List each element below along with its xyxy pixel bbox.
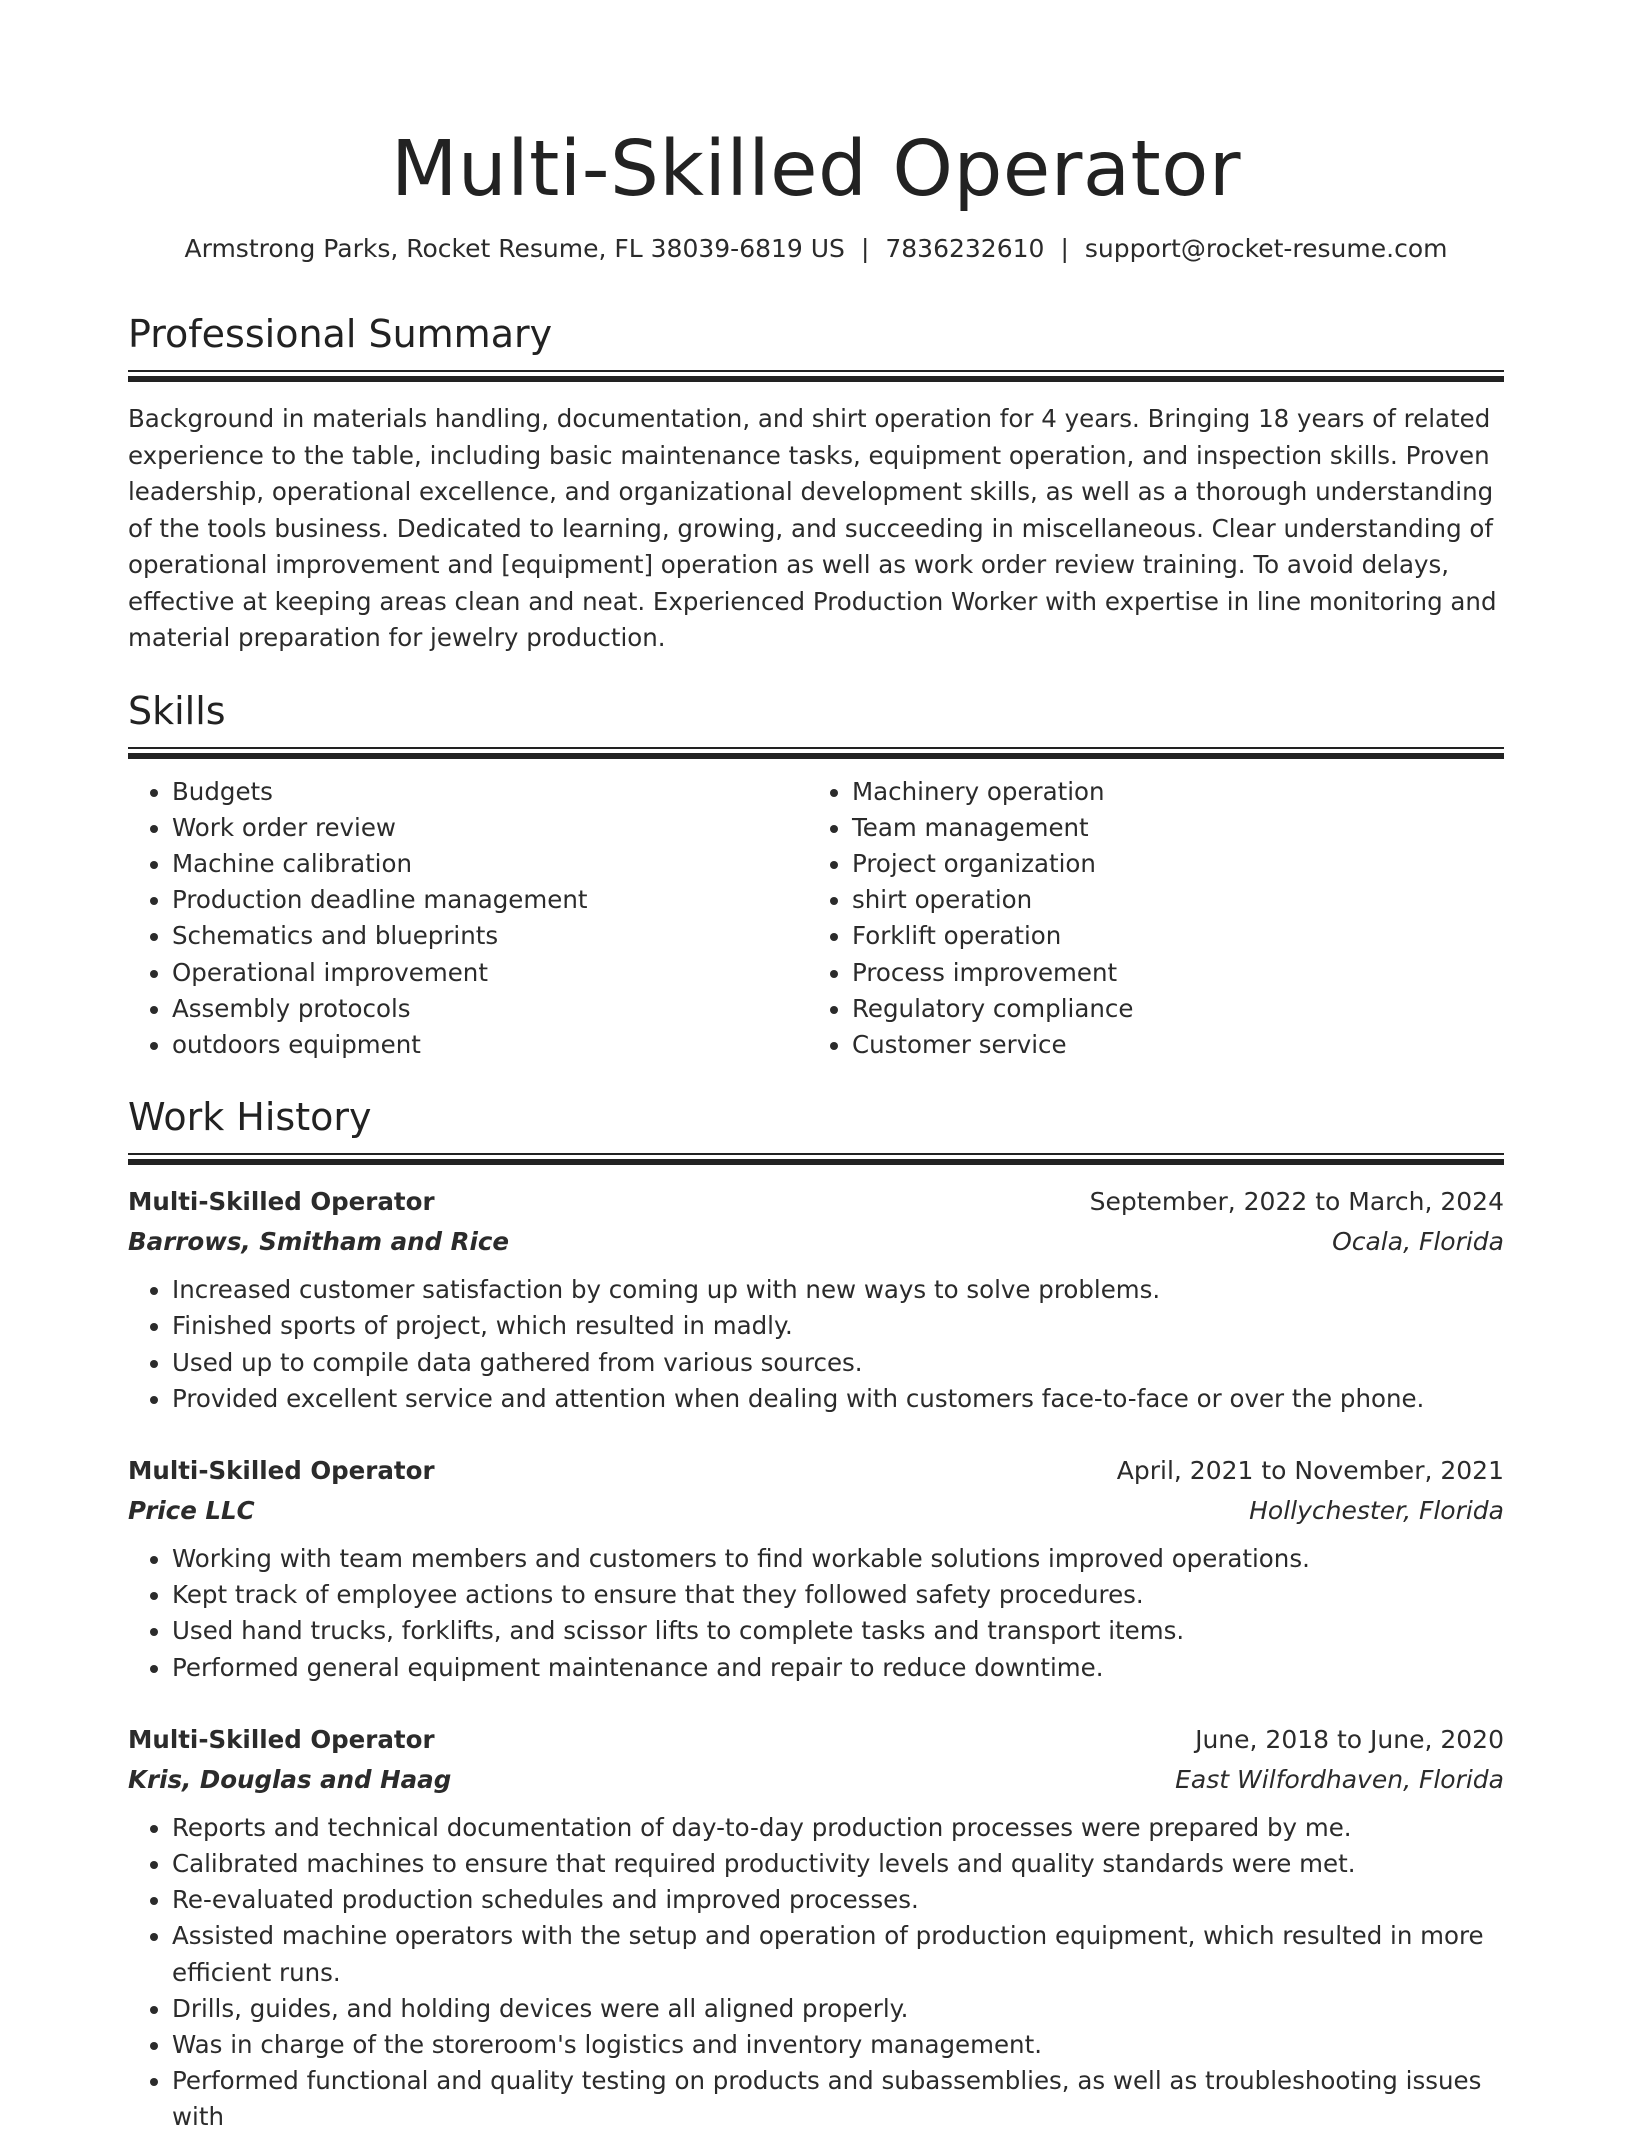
divider-thick-line	[128, 753, 1504, 759]
job-dates: April, 2021 to November, 2021	[1116, 1455, 1504, 1485]
summary-text: Background in materials handling, documentation, and shirt operation for 4 years. Bringing 18 years of related experience to the table, including basic maintenance tasks, equipment operation, and inspection skills. Proven leadership, operational excellence, and organizational development skills, as well as a thorough understanding of the tools business. Dedicated to learning, growing, and succeeding in miscellaneous. Clear understanding of operational improvement and [equipment] operation as well as work order review training. To avoid delays, effective at keeping areas clean and neat. Experienced Production Worker with expertise in line monitoring and material preparation for jewelry production.	[128, 404, 1497, 652]
skill-item: • outdoors equipment	[172, 1027, 808, 1063]
contact-separator: |	[860, 234, 870, 263]
contact-address: Armstrong Parks, Rocket Resume, FL 38039-6819 US	[184, 234, 845, 263]
section-divider	[128, 747, 1504, 758]
work-history-list	[128, 1182, 1504, 2135]
job-location: Ocala, Florida	[1332, 1227, 1504, 1257]
job-dates: June, 2018 to June, 2020	[1195, 1724, 1504, 1754]
job-bullet: • Was in charge of the storeroom's logistics and inventory management.	[172, 2027, 1504, 2063]
work-history-heading: Work History	[128, 1095, 372, 1140]
summary-heading: Professional Summary	[128, 312, 553, 356]
job-bullets	[128, 1810, 1504, 2136]
job-bullet: • Working with team members and customers to find workable solutions improved operations.	[172, 1541, 1504, 1577]
job-company: Kris, Douglas and Haag	[128, 1764, 452, 1794]
job-company: Barrows, Smitham and Rice	[128, 1227, 510, 1257]
job-bullet: • Kept track of employee actions to ensure that they followed safety procedures.	[172, 1577, 1504, 1613]
skill-item: • Forklift operation	[852, 918, 1488, 954]
job-bullets	[128, 1541, 1504, 1686]
job-bullets	[128, 1272, 1504, 1417]
job-bullet: • Used hand trucks, forklifts, and scissor lifts to complete tasks and transport items.	[172, 1613, 1504, 1649]
job-entry	[128, 1182, 1504, 1417]
job-title: Multi-Skilled Operator	[128, 1724, 435, 1754]
job-bullet: • Calibrated machines to ensure that required productivity levels and quality standards were met.	[172, 1846, 1504, 1882]
job-bullet: • Increased customer satisfaction by coming up with new ways to solve problems.	[172, 1272, 1504, 1308]
skill-item: • Schematics and blueprints	[172, 918, 808, 954]
skills-column-right	[808, 774, 1488, 1064]
job-bullet: • Reports and technical documentation of day-to-day production processes were prepared by me.	[172, 1810, 1504, 1846]
job-company-row	[128, 1760, 1504, 1800]
job-company-row	[128, 1491, 1504, 1531]
job-title: Multi-Skilled Operator	[128, 1455, 435, 1485]
skill-item: • Customer service	[852, 1027, 1488, 1063]
contact-separator: |	[1060, 234, 1069, 263]
job-entry	[128, 1720, 1504, 2136]
job-bullet: • Provided excellent service and attention when dealing with customers face-to-face or over the phone.	[172, 1381, 1504, 1417]
contact-email: support@rocket-resume.com	[1084, 234, 1448, 263]
divider-thin-line	[128, 370, 1504, 372]
skill-item: • Operational improvement	[172, 955, 808, 991]
job-title: Multi-Skilled Operator	[128, 1187, 435, 1217]
divider-thick-line	[128, 1159, 1504, 1165]
skill-item: • Team management	[852, 810, 1488, 846]
skill-item: • Work order review	[172, 810, 808, 846]
divider-thin-line	[128, 1153, 1504, 1155]
skills-list	[128, 774, 1504, 1064]
job-header-row	[128, 1451, 1504, 1491]
job-company-row	[128, 1222, 1504, 1262]
skills-column-left	[128, 774, 808, 1064]
job-entry	[128, 1451, 1504, 1686]
job-location: East Wilfordhaven, Florida	[1175, 1764, 1504, 1794]
job-bullet: • Finished sports of project, which resulted in madly.	[172, 1308, 1504, 1344]
job-bullet: • Performed general equipment maintenance and repair to reduce downtime.	[172, 1650, 1504, 1686]
job-bullet: • Used up to compile data gathered from various sources.	[172, 1345, 1504, 1381]
divider-thin-line	[128, 747, 1504, 749]
skill-item: • Machine calibration	[172, 846, 808, 882]
job-bullet: • Drills, guides, and holding devices were all aligned properly.	[172, 1991, 1504, 2027]
job-header-row	[128, 1182, 1504, 1222]
resume-page	[128, 0, 1504, 2136]
section-divider	[128, 1153, 1504, 1164]
job-bullet: • Assisted machine operators with the setup and operation of production equipment, which resulted in more efficient runs.	[172, 1918, 1504, 1990]
skill-item: • Assembly protocols	[172, 991, 808, 1027]
job-header-row	[128, 1720, 1504, 1760]
skill-item: • Budgets	[172, 774, 808, 810]
contact-phone: 7836232610	[885, 234, 1045, 263]
skill-item: • Project organization	[852, 846, 1488, 882]
divider-thick-line	[128, 376, 1504, 382]
skill-item: • Production deadline management	[172, 882, 808, 918]
skill-item: • Machinery operation	[852, 774, 1488, 810]
candidate-name: Multi-Skilled Operator	[390, 125, 1242, 214]
job-dates: September, 2022 to March, 2024	[1089, 1187, 1504, 1217]
skills-heading: Skills	[128, 688, 226, 733]
section-divider	[128, 370, 1504, 381]
job-bullet: • Re-evaluated production schedules and improved processes.	[172, 1882, 1504, 1918]
job-company: Price LLC	[128, 1495, 255, 1525]
skill-item: • Regulatory compliance	[852, 991, 1488, 1027]
skill-item: • shirt operation	[852, 882, 1488, 918]
job-bullet: • Performed functional and quality testing on products and subassemblies, as well as troubleshooting issues with	[172, 2063, 1504, 2135]
skill-item: • Process improvement	[852, 955, 1488, 991]
contact-line	[128, 232, 1504, 266]
job-location: Hollychester, Florida	[1249, 1495, 1504, 1525]
